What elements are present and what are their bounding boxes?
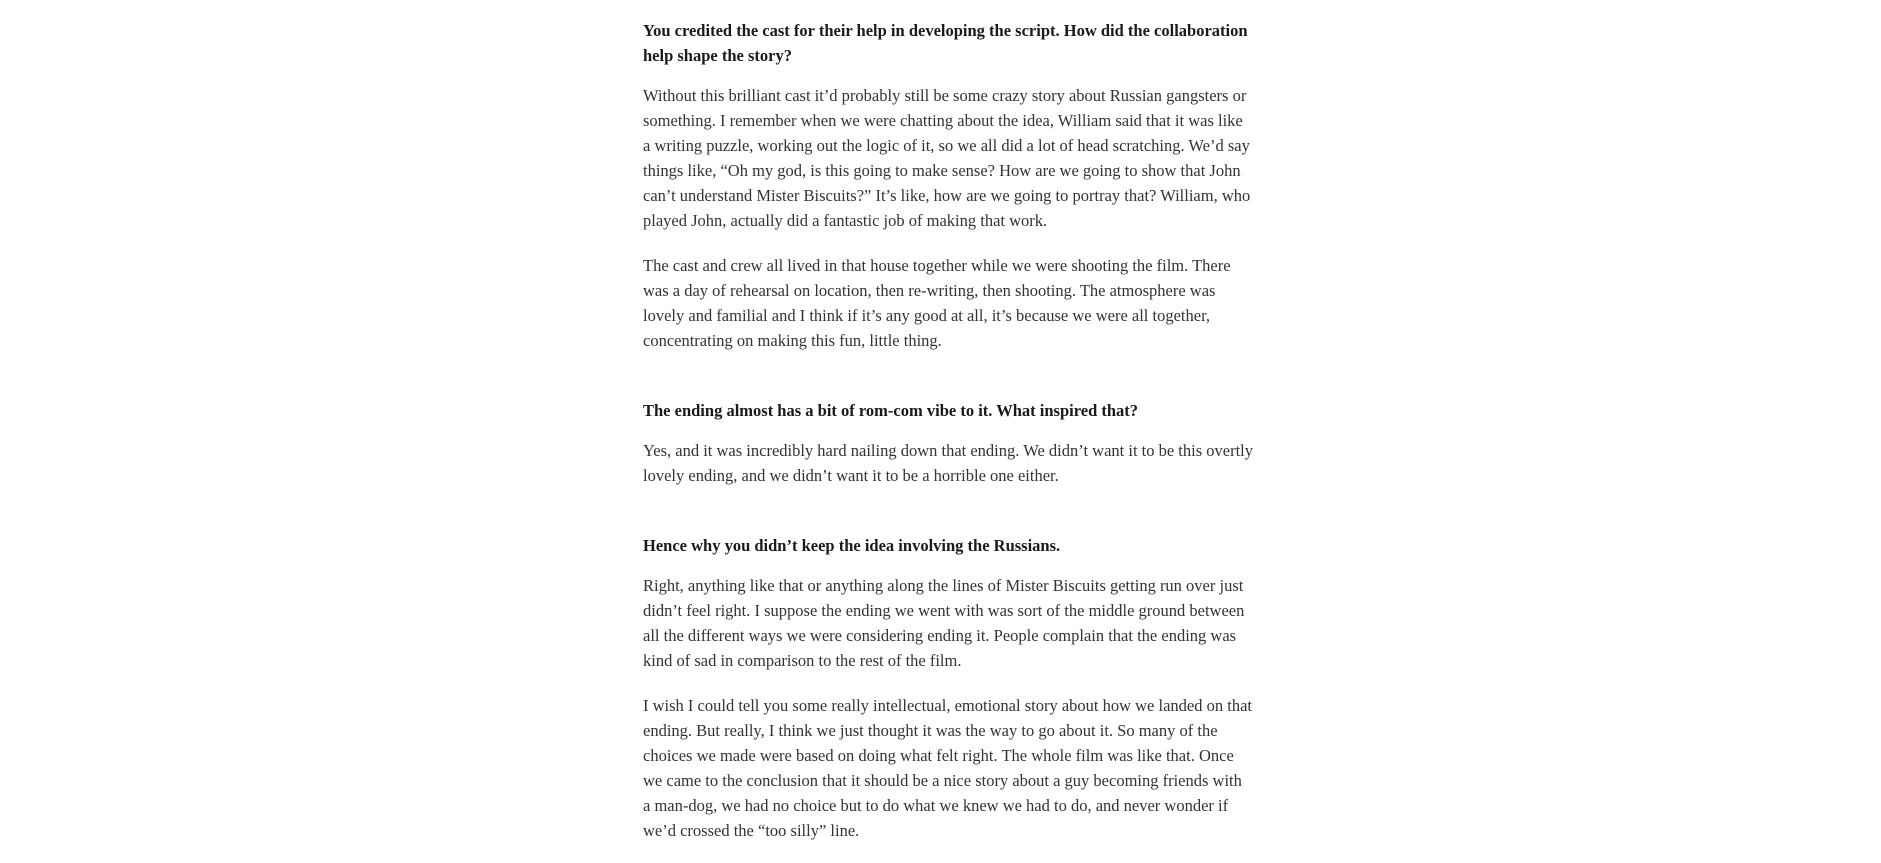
interview-question: You credited the cast for their help in developing the script. How did the collaboration help shape the story? — [643, 21, 1248, 65]
interview-question: Hence why you didn’t keep the idea involving the Russians. — [643, 536, 1061, 555]
article-body — [643, 18, 1253, 863]
interview-question: The ending almost has a bit of rom-com vibe to it. What inspired that? — [643, 401, 1139, 420]
interview-answer: Yes, and it was incredibly hard nailing down that ending. We didn’t want it to be this overtly lovely ending, and we didn’t want it to be a horrible one either. — [643, 441, 1254, 485]
interview-answer: The cast and crew all lived in that house together while we were shooting the film. There was a day of rehearsal on location, then re-writing, then shooting. The atmosphere was lovely and familial and I think if it’s any good at all, it’s because we were all together, concentrating on making this fun, little thing. — [643, 256, 1231, 350]
interview-answer: Without this brilliant cast it’d probably still be some crazy story about Russian gangsters or something. I remember when we were chatting about the idea, William said that it was like a writing puzzle, working out the logic of it, so we all did a lot of head scratching. We’d say things like, “Oh my god, is this going to make sense? How are we going to show that John can’t understand Mister Biscuits?” It’s like, how are we going to portray that? William, who played John, actually did a fantastic job of making that work. — [643, 86, 1251, 230]
interview-answer: Right, anything like that or anything along the lines of Mister Biscuits getting run over just didn’t feel right. I suppose the ending we went with was sort of the middle ground between all the different ways we were considering ending it. People complain that the ending was kind of sad in comparison to the rest of the film. — [643, 576, 1245, 670]
interview-answer: I wish I could tell you some really intellectual, emotional story about how we landed on that ending. But really, I think we just thought it was the way to go about it. So many of the choices we made were based on doing what felt right. The whole film was like that. Once we came to the conclusion that it should be a nice story about a guy becoming friends with a man-dog, we had no choice but to do what we knew we had to do, and never wonder if we’d crossed the “too silly” line. — [643, 696, 1252, 840]
